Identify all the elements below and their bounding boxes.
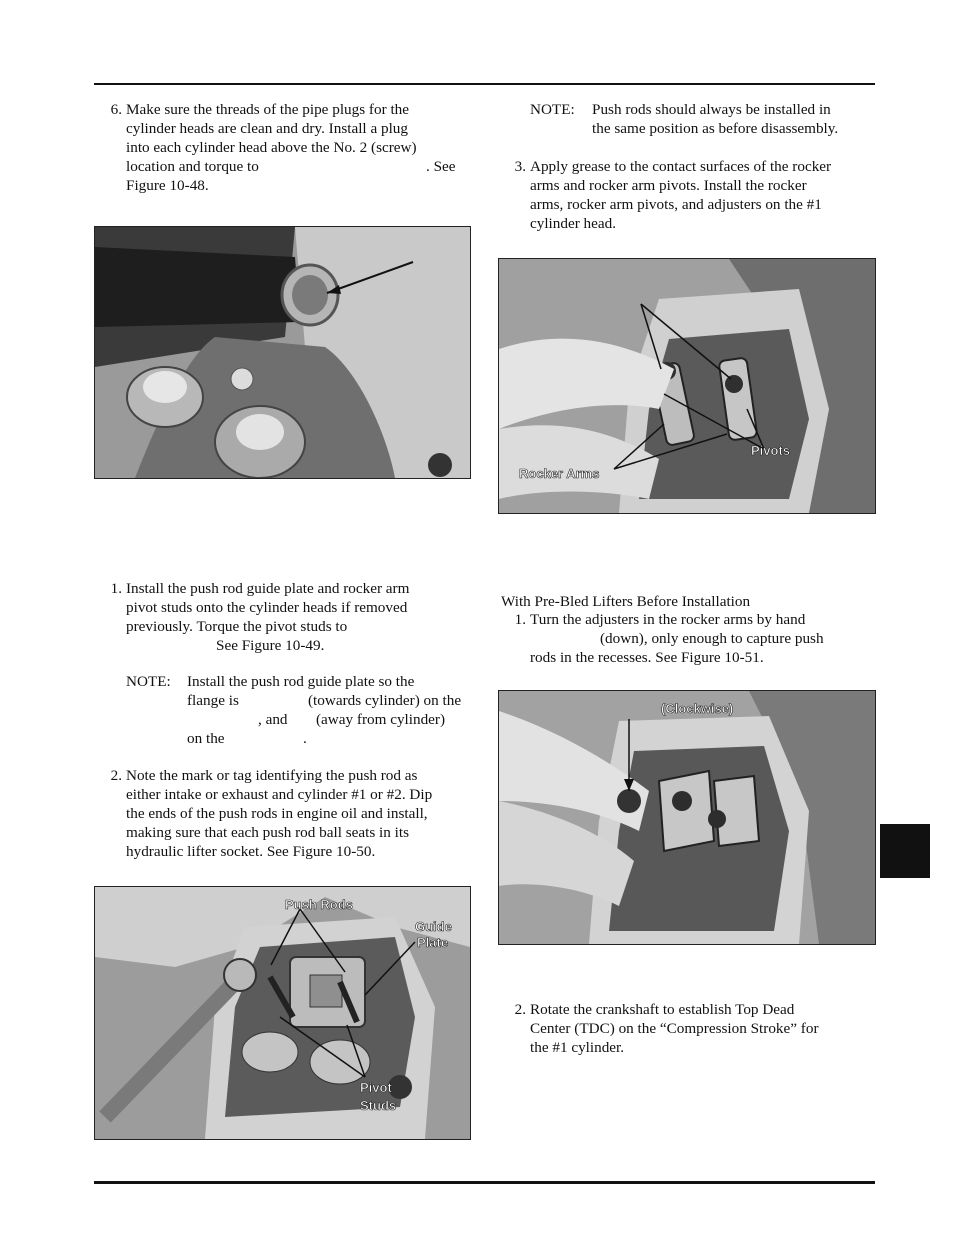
label-rocker-arms: Rocker Arms (519, 466, 600, 481)
step6-line: location and torque to (126, 158, 259, 175)
note1-text: . (303, 730, 307, 747)
figure-pipe-plug-photo (94, 226, 471, 479)
step1-line: previously. Torque the pivot studs to (126, 618, 348, 635)
note1-label: NOTE: (126, 673, 171, 690)
label-studs: Studs (360, 1098, 397, 1113)
step6-line: Figure 10-48. (126, 177, 209, 194)
step6-see: . See (426, 158, 456, 175)
prebled-heading: With Pre-Bled Lifters Before Installation (501, 593, 751, 610)
stepB-number: 2. (514, 1001, 526, 1018)
note1-text: , and (258, 711, 288, 728)
stepB-line: Rotate the crankshaft to establish Top Dead (530, 1001, 795, 1018)
stepA-line: rods in the recesses. See Figure 10-51. (530, 649, 764, 666)
step3-line: arms, rocker arm pivots, and adjusters on the #1 (530, 196, 822, 213)
step6-line: into each cylinder head above the No. 2 (screw) (126, 139, 417, 156)
step2-line: making sure that each push rod ball seats in its (126, 824, 410, 841)
note1-line: Install the push rod guide plate so the (187, 673, 415, 690)
note2-line: Push rods should always be installed in (592, 101, 831, 118)
label-push-rods: Push Rods (285, 897, 353, 912)
step3-number: 3. (514, 158, 526, 175)
step1-line: Install the push rod guide plate and rocker arm (126, 580, 410, 597)
label-clockwise: (Clockwise) (661, 701, 734, 716)
step1-number: 1. (110, 580, 122, 597)
step2-line: hydraulic lifter socket. See Figure 10-50. (126, 843, 376, 860)
note1-text: on the (187, 730, 225, 747)
label-plate: Plate (417, 935, 449, 950)
step1-line: See Figure 10-49. (216, 637, 325, 654)
step2-number: 2. (110, 767, 122, 784)
step3-line: Apply grease to the contact surfaces of the rocker (530, 158, 832, 175)
note1-text: (away from cylinder) (316, 711, 446, 728)
step6-line: Make sure the threads of the pipe plugs for the (126, 101, 409, 118)
label-guide: Guide (415, 919, 452, 934)
note2-line: the same position as before disassembly. (592, 120, 839, 137)
step1-line: pivot studs onto the cylinder heads if removed (126, 599, 408, 616)
step6-number: 6. (110, 101, 122, 118)
stepB-line: the #1 cylinder. (530, 1039, 625, 1056)
note1-text: (towards cylinder) on the (308, 692, 462, 709)
stepA-line: Turn the adjusters in the rocker arms by hand (530, 611, 806, 628)
step3-line: cylinder head. (530, 215, 617, 232)
top-rule (94, 83, 875, 85)
section-tab (880, 824, 930, 878)
label-pivot: Pivot (360, 1080, 392, 1095)
step2-line: either intake or exhaust and cylinder #1 or #2. Dip (126, 786, 433, 803)
step6-line: cylinder heads are clean and dry. Install a plug (126, 120, 408, 137)
step3-line: arms and rocker arm pivots. Install the rocker (530, 177, 807, 194)
step2-line: the ends of the push rods in engine oil and install, (126, 805, 428, 822)
note2-label: NOTE: (530, 101, 575, 118)
figure-adjusters-photo (498, 690, 876, 945)
stepB-line: Center (TDC) on the “Compression Stroke” for (530, 1020, 819, 1037)
label-pivots: Pivots (751, 443, 791, 458)
figure-push-rods-photo (94, 886, 471, 1140)
bottom-rule (94, 1181, 875, 1184)
stepA-number: 1. (514, 611, 526, 628)
stepA-line: (down), only enough to capture push (600, 630, 824, 647)
step2-line: Note the mark or tag identifying the push rod as (126, 767, 418, 784)
note1-text: flange is (187, 692, 239, 709)
figure-rocker-arms-photo (498, 258, 876, 514)
